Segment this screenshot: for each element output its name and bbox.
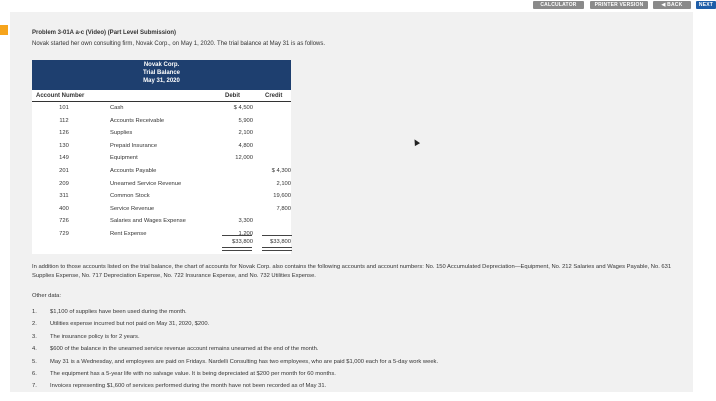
account-number: 400 <box>59 205 69 212</box>
account-number: 311 <box>59 193 69 200</box>
account-number: 149 <box>59 155 69 162</box>
account-name: Prepaid Insurance <box>110 142 158 149</box>
account-name: Rent Expense <box>110 231 147 237</box>
column-header-debit: Debit <box>225 93 240 99</box>
credit-amount: 19,600 <box>273 193 291 200</box>
credit-subtotal-rule <box>262 235 292 236</box>
list-item-text: $1,100 of supplies have been used during the month. <box>50 309 187 315</box>
account-name: Common Stock <box>110 193 150 200</box>
company-name: Novak Corp. <box>143 62 180 68</box>
problem-panel <box>10 12 693 392</box>
next-button[interactable]: NEXT <box>696 1 716 9</box>
trial-balance-header <box>32 60 291 90</box>
list-item-number: 1. <box>32 309 37 315</box>
list-item-number: 3. <box>32 333 37 340</box>
list-item-number: 2. <box>32 321 37 328</box>
list-item <box>32 359 692 369</box>
account-number: 729 <box>59 231 69 237</box>
additional-accounts-paragraph: In addition to those accounts listed on the trial balance, the chart of accounts for Novak Corp. also contains the following accounts and account numbers: No. 150 Accumulated Depreciation—Equipment, No. 212 Salaries and Wages Payable, No. 631 Supplies Expense, No. 717 Depreciation Expense, No. 722 Insurance Expense, and No. 732 Utilities Expense. <box>32 264 672 279</box>
account-number: 201 <box>59 168 69 174</box>
credit-total-double-rule <box>262 247 292 251</box>
list-item-text: The equipment has a 5-year life with no salvage value. It is being depreciated at $200 per month for 60 months. <box>50 371 336 377</box>
account-name: Accounts Receivable <box>110 117 165 124</box>
debit-total-double-rule <box>222 247 252 251</box>
statement-name: Trial Balance <box>142 70 181 76</box>
account-number: 130 <box>59 142 69 149</box>
list-item <box>32 321 692 331</box>
list-item <box>32 371 692 381</box>
debit-amount: 1,200 <box>238 231 253 237</box>
account-number: 209 <box>59 180 69 187</box>
account-name: Salaries and Wages Expense <box>110 218 186 225</box>
back-button[interactable]: ◀ BACK <box>653 1 691 9</box>
account-name: Unearned Service Revenue <box>110 180 182 187</box>
list-item-text: The insurance policy is for 2 years. <box>50 333 140 340</box>
list-item <box>32 309 692 319</box>
trial-balance-table <box>32 90 291 254</box>
account-number: 726 <box>59 218 69 225</box>
printer-version-button[interactable]: PRINTER VERSION <box>590 1 648 9</box>
problem-title: Problem 3-01A a-c (Video) (Part Level Submission) <box>32 30 177 36</box>
list-item-text: May 31 is a Wednesday, and employees are paid on Fridays. Nardelli Consulting has two employees, who are paid $1,000 each for a 5-day work week. <box>50 358 439 365</box>
account-name: Equipment <box>110 155 138 162</box>
debit-subtotal-rule <box>222 235 252 236</box>
list-item-text: $600 of the balance in the unearned service revenue account remains unearned at the end of the month. <box>50 346 319 353</box>
header-rule <box>32 101 291 102</box>
account-number: 101 <box>59 105 69 111</box>
list-item-number: 4. <box>32 346 37 353</box>
column-header-credit: Credit <box>265 93 283 99</box>
credit-amount: 7,800 <box>276 205 291 212</box>
account-name: Service Revenue <box>110 205 155 212</box>
problem-intro: Novak started her own consulting firm, Novak Corp., on May 1, 2020. The trial balance at May 31 is as follows. <box>32 41 326 47</box>
list-item <box>32 334 692 344</box>
list-item-number: 5. <box>32 358 37 365</box>
list-item <box>32 346 692 356</box>
list-item-text: Invoices representing $1,600 of services performed during the month have not been recorded as of May 31. <box>50 383 327 390</box>
mouse-cursor-icon <box>412 138 420 146</box>
list-item-number: 7. <box>32 383 37 390</box>
list-item-number: 6. <box>32 371 37 377</box>
statement-date: May 31, 2020 <box>143 78 180 84</box>
debit-amount: 2,100 <box>238 130 253 137</box>
list-item <box>32 383 692 393</box>
credit-amount: $ 4,300 <box>271 168 291 174</box>
column-header-account-number: Account Number <box>36 93 85 99</box>
calculator-button[interactable]: CALCULATOR <box>533 1 584 9</box>
account-number: 112 <box>59 117 69 124</box>
account-name: Supplies <box>110 130 133 137</box>
debit-amount: $ 4,500 <box>233 105 253 111</box>
debit-amount: 5,900 <box>238 117 253 124</box>
credit-total: $33,800 <box>270 239 291 245</box>
other-data-label: Other data: <box>32 293 62 299</box>
credit-amount: 2,100 <box>276 180 291 187</box>
top-toolbar <box>0 0 714 10</box>
account-name: Cash <box>110 105 124 111</box>
debit-amount: 4,800 <box>238 142 253 149</box>
account-number: 126 <box>59 130 69 137</box>
debit-amount: 12,000 <box>235 155 253 162</box>
left-edge-marker <box>0 25 8 35</box>
account-name: Accounts Payable <box>110 168 157 174</box>
list-item-text: Utilities expense incurred but not paid on May 31, 2020, $200. <box>50 321 210 328</box>
debit-total: $33,800 <box>232 239 253 245</box>
debit-amount: 3,300 <box>238 218 253 225</box>
